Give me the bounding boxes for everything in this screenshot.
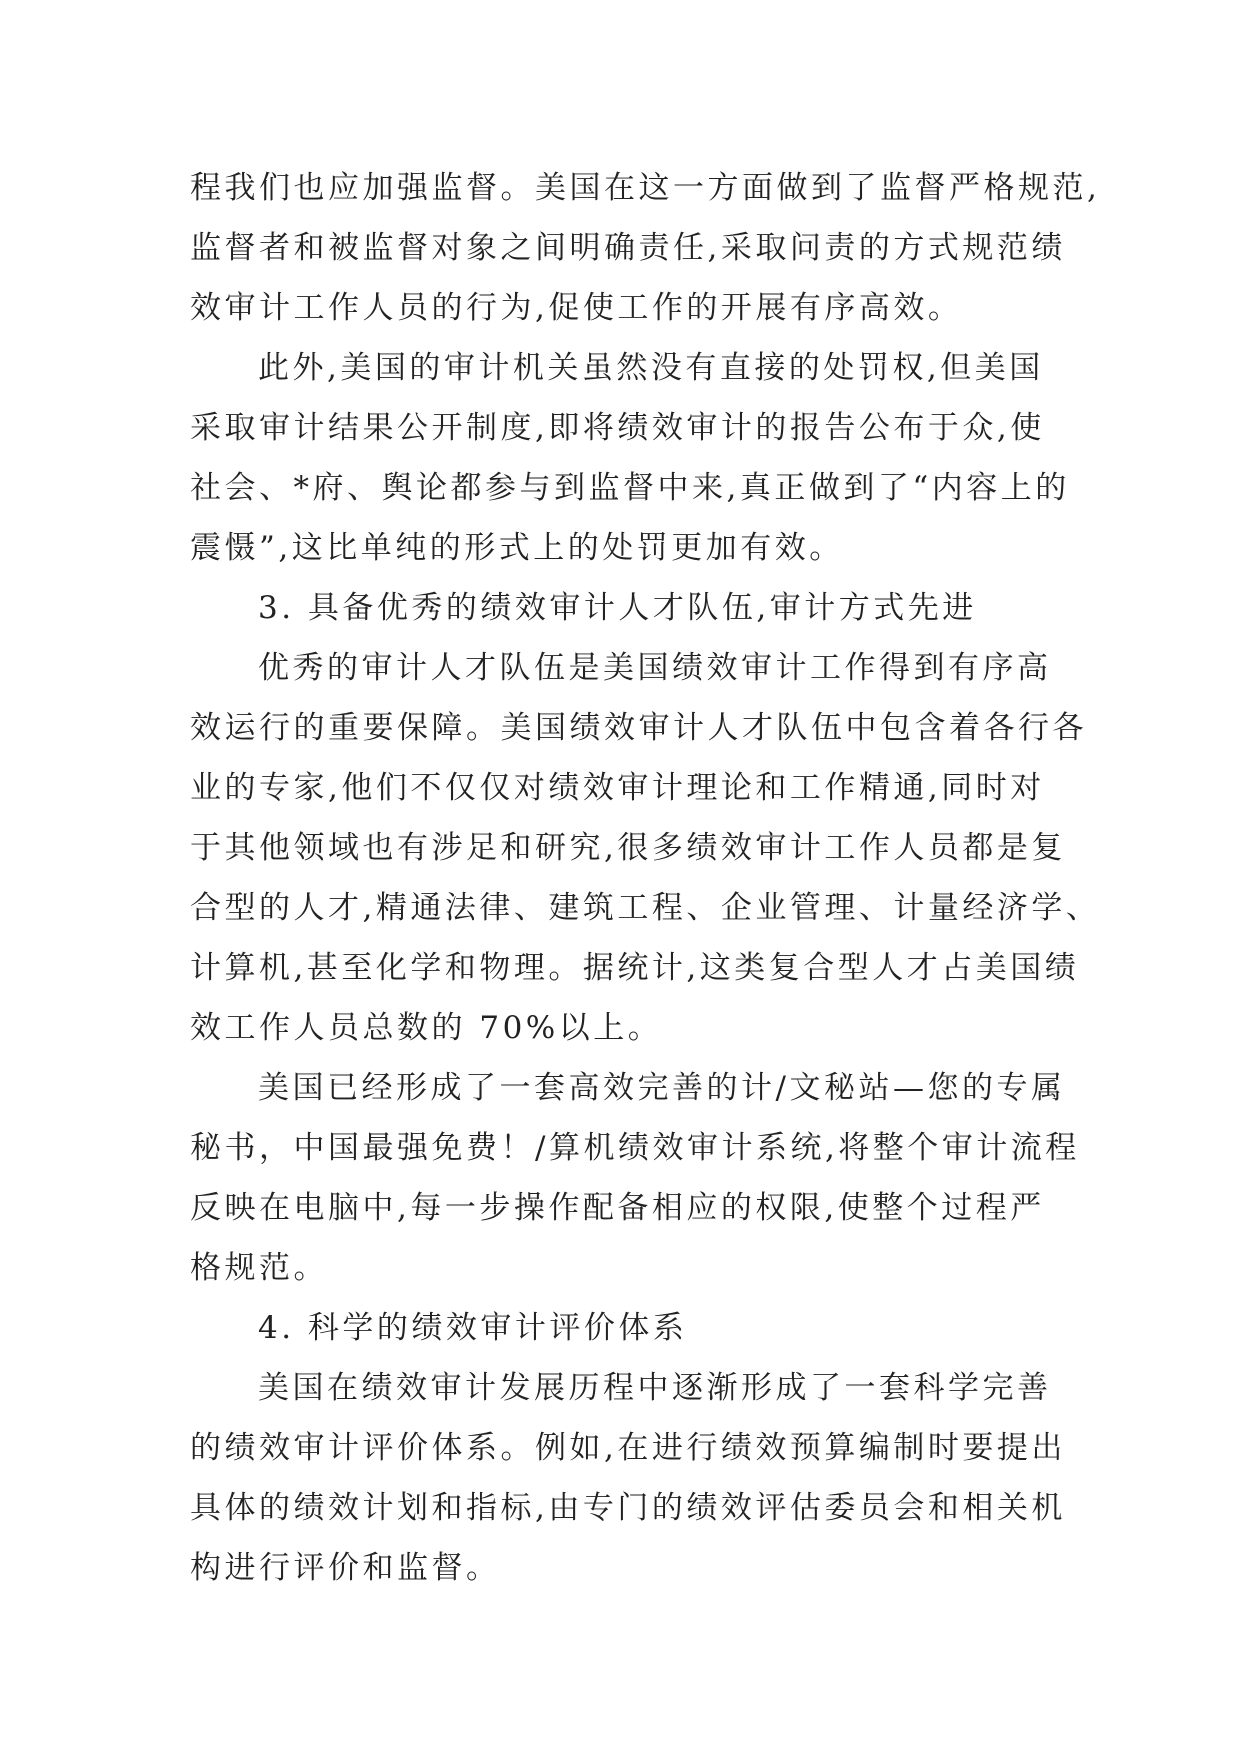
text-line: 效审计工作人员的行为,促使工作的开展有序高效。 xyxy=(190,290,963,326)
text-line: 构进行评价和监督。 xyxy=(190,1550,501,1586)
text-line: 震慑”,这比单纯的形式上的处罚更加有效。 xyxy=(190,530,844,566)
document-body xyxy=(190,158,1101,1598)
text-line: 的绩效审计评价体系。例如,在进行绩效预算编制时要提出 xyxy=(190,1430,1066,1466)
text-line: 美国已经形成了一套高效完善的计/文秘站—您的专属 xyxy=(258,1070,1066,1106)
text-line: 优秀的审计人才队伍是美国绩效审计工作得到有序高 xyxy=(258,650,1052,686)
text-line: 合型的人才,精通法律、建筑工程、企业管理、计量经济学、 xyxy=(190,890,1101,926)
text-line: 效运行的重要保障。美国绩效审计人才队伍中包含着各行各 xyxy=(190,710,1087,746)
section-heading: 4. 科学的绩效审计评价体系 xyxy=(258,1310,688,1346)
text-line: 反映在电脑中,每一步操作配备相应的权限,使整个过程严 xyxy=(190,1190,1045,1226)
section-heading: 3. 具备优秀的绩效审计人才队伍,审计方式先进 xyxy=(258,590,977,626)
text-line: 具体的绩效计划和指标,由专门的绩效评估委员会和相关机 xyxy=(190,1490,1066,1526)
text-line: 于其他领域也有涉足和研究,很多绩效审计工作人员都是复 xyxy=(190,830,1066,866)
text-line: 业的专家,他们不仅仅对绩效审计理论和工作精通,同时对 xyxy=(190,770,1045,806)
text-line: 监督者和被监督对象之间明确责任,采取问责的方式规范绩 xyxy=(190,230,1066,266)
text-line: 此外,美国的审计机关虽然没有直接的处罚权,但美国 xyxy=(258,350,1044,386)
text-line: 美国在绩效审计发展历程中逐渐形成了一套科学完善 xyxy=(258,1370,1052,1406)
text-line: 采取审计结果公开制度,即将绩效审计的报告公布于众,使 xyxy=(190,410,1045,446)
text-line: 社会、*府、舆论都参与到监督中来,真正做到了“内容上的 xyxy=(190,470,1070,506)
text-line: 秘书，中国最强免费！/算机绩效审计系统,将整个审计流程 xyxy=(190,1130,1080,1166)
text-line: 程我们也应加强监督。美国在这一方面做到了监督严格规范, xyxy=(190,170,1101,206)
text-line: 效工作人员总数的 70%以上。 xyxy=(190,1010,663,1046)
text-line: 格规范。 xyxy=(190,1250,328,1286)
text-line: 计算机,甚至化学和物理。据统计,这类复合型人才占美国绩 xyxy=(190,950,1080,986)
